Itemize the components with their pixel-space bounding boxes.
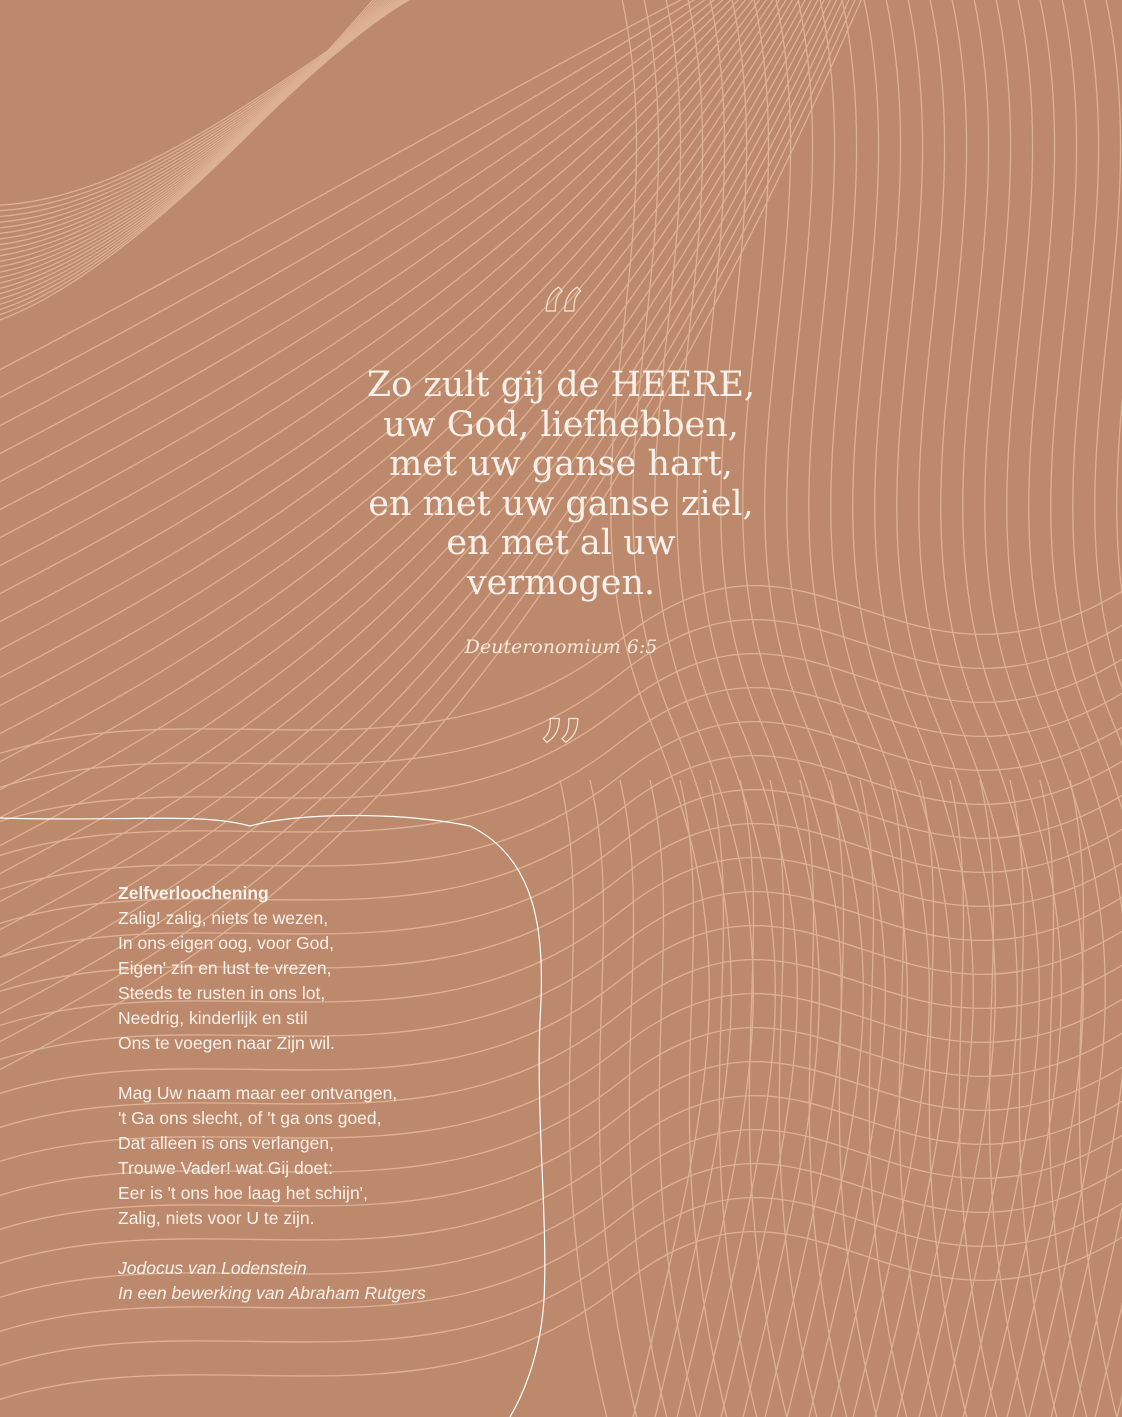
verse-reference: Deuteronomium 6:5	[464, 636, 658, 658]
poem-line: 't Ga ons slecht, of 't ga ons goed,	[118, 1108, 382, 1128]
poem-line: Eigen' zin en lust te vrezen,	[118, 958, 332, 978]
wave-line	[0, 0, 792, 716]
verse-line: vermogen.	[466, 562, 656, 603]
wave-line	[0, 0, 432, 246]
wave-line	[0, 0, 411, 288]
poem-line: Trouwe Vader! wat Gij doet:	[118, 1158, 333, 1178]
poem-author: Jodocus van Lodenstein	[118, 1258, 307, 1278]
poem-line: Mag Uw naam maar eer ontvangen,	[118, 1083, 398, 1103]
poem-adaptation-credit: In een bewerking van Abraham Rutgers	[118, 1283, 426, 1303]
wave-line	[0, 0, 453, 206]
wave-line	[0, 0, 435, 241]
poem-line: Steeds te rusten in ons lot,	[118, 983, 326, 1003]
close-quote-icon: ”	[536, 708, 586, 768]
poem-line: In ons eigen oog, voor God,	[118, 933, 334, 953]
wave-line	[0, 0, 450, 211]
wave-line	[0, 0, 420, 270]
wave-line	[0, 0, 441, 229]
verse-line: met uw ganse hart,	[389, 444, 733, 484]
stanza-gap	[118, 1056, 426, 1081]
poem-title: Zelfverloochening	[118, 883, 269, 903]
bible-verse	[261, 366, 861, 603]
verse-line: en met al uw	[446, 523, 676, 563]
wave-line	[0, 0, 429, 252]
poem-line: Zalig, niets voor U te zijn.	[118, 1208, 315, 1228]
open-quote-icon: “	[536, 278, 586, 338]
poem-line: Ons te voegen naar Zijn wil.	[118, 1033, 335, 1053]
poem	[118, 881, 426, 1306]
wave-line	[0, 0, 447, 217]
verse-line: uw God, liefhebben,	[383, 404, 739, 445]
poem-line: Eer is 't ons hoe laag het schijn',	[118, 1183, 368, 1203]
verse-line: en met uw ganse ziel,	[368, 483, 754, 524]
poem-line: Dat alleen is ons verlangen,	[118, 1133, 334, 1153]
poem-line: Zalig! zalig, niets te wezen,	[118, 908, 329, 928]
wave-line	[0, 0, 438, 235]
verse-line: Zo zult gij de HEERE,	[366, 365, 756, 405]
poem-line: Needrig, kinderlijk en stil	[118, 1008, 308, 1028]
stanza-gap	[118, 1231, 426, 1256]
